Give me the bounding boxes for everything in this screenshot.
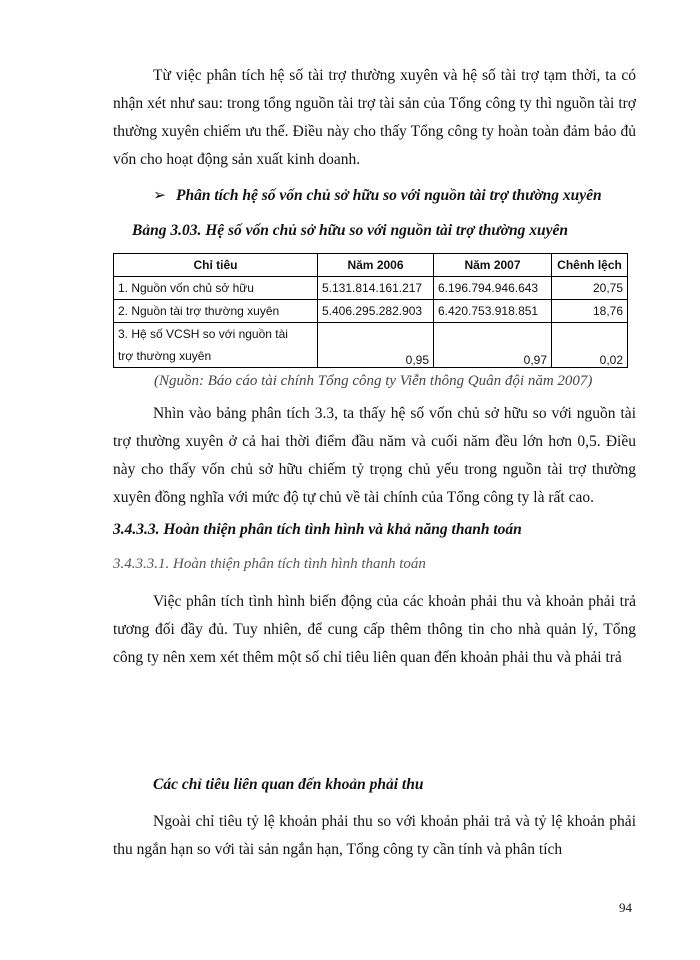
column-header: Năm 2006 xyxy=(318,254,434,277)
page-number: 94 xyxy=(619,900,632,915)
cell-2006: 0,95 xyxy=(318,323,434,368)
analysis-paragraph: Nhìn vào bảng phân tích 3.3, ta thấy hệ số vốn chủ sở hữu so với nguồn tài trợ thường xuyên ở cả hai thời điểm đầu năm và cuối năm đều lớn hơn 0,5. Điều này cho thấy vốn chủ sở hữu chiếm tỷ trọng chủ yếu trong nguồn tài trợ thường xuyên đồng nghĩa với mức độ tự chủ về tài chính của Tổng công ty là rất cao. xyxy=(113,405,636,506)
row-label-line: trợ thường xuyên xyxy=(118,349,212,363)
row-label: 1. Nguồn vốn chủ sở hữu xyxy=(114,277,318,300)
cell-2006: 5.131.814.161.217 xyxy=(318,277,434,300)
heading-3433: 3.4.3.3. Hoàn thiện phân tích tình hình và khả năng thanh toán xyxy=(113,521,522,538)
table-row xyxy=(114,300,628,323)
column-header: Chỉ tiêu xyxy=(114,254,318,277)
section-heading-text: Phân tích hệ số vốn chủ sở hữu so với nguồn tài trợ thường xuyên xyxy=(176,187,602,204)
receivables-heading: Các chỉ tiêu liên quan đến khoản phải thu xyxy=(153,776,424,793)
intro-paragraph: Từ việc phân tích hệ số tài trợ thường xuyên và hệ số tài trợ tạm thời, ta có nhận xét như sau: trong tổng nguồn tài trợ tài sản của Tổng công ty thì nguồn tài trợ thường xuyên chiếm ưu thế. Điều này cho thấy Tổng công ty hoàn toàn đảm bảo đủ vốn cho hoạt động sản xuất kinh doanh. xyxy=(113,67,636,168)
column-header: Năm 2007 xyxy=(434,254,552,277)
table-caption: Bảng 3.03. Hệ số vốn chủ sở hữu so với nguồn tài trợ thường xuyên xyxy=(132,222,568,239)
cell-diff: 18,76 xyxy=(552,300,628,323)
row-label-line: 3. Hệ số VCSH so với nguồn tài xyxy=(118,327,288,341)
table-row xyxy=(114,323,628,368)
column-header: Chênh lệch xyxy=(552,254,628,277)
cell-2007: 0,97 xyxy=(434,323,552,368)
table-header-row xyxy=(114,254,628,277)
heading-34331: 3.4.3.3.1. Hoàn thiện phân tích tình hình thanh toán xyxy=(113,556,426,572)
section-heading xyxy=(153,186,602,205)
receivables-paragraph: Ngoài chỉ tiêu tỷ lệ khoản phải thu so với khoản phải trả và tỷ lệ khoản phải thu ngắn hạn so với tài sản ngắn hạn, Tổng công ty cần tính và phân tích xyxy=(113,813,636,858)
table-row xyxy=(114,277,628,300)
cell-2007: 6.196.794.946.643 xyxy=(434,277,552,300)
ratio-table xyxy=(113,253,628,368)
payment-paragraph: Việc phân tích tình hình biến động của các khoản phải thu và khoản phải trả tương đối đầy đủ. Tuy nhiên, để cung cấp thêm thông tin cho nhà quản lý, Tổng công ty nên xem xét thêm một số chỉ tiêu liên quan đến khoản phải thu và phải trả xyxy=(113,593,636,666)
cell-2007: 6.420.753.918.851 xyxy=(434,300,552,323)
cell-diff: 20,75 xyxy=(552,277,628,300)
arrow-bullet-icon: ➢ xyxy=(153,187,166,204)
row-label xyxy=(114,323,318,368)
table-source: (Nguồn: Báo cáo tài chính Tổng công ty Viễn thông Quân đội năm 2007) xyxy=(154,373,593,389)
cell-2006: 5.406.295.282.903 xyxy=(318,300,434,323)
row-label: 2. Nguồn tài trợ thường xuyên xyxy=(114,300,318,323)
cell-diff: 0,02 xyxy=(552,323,628,368)
